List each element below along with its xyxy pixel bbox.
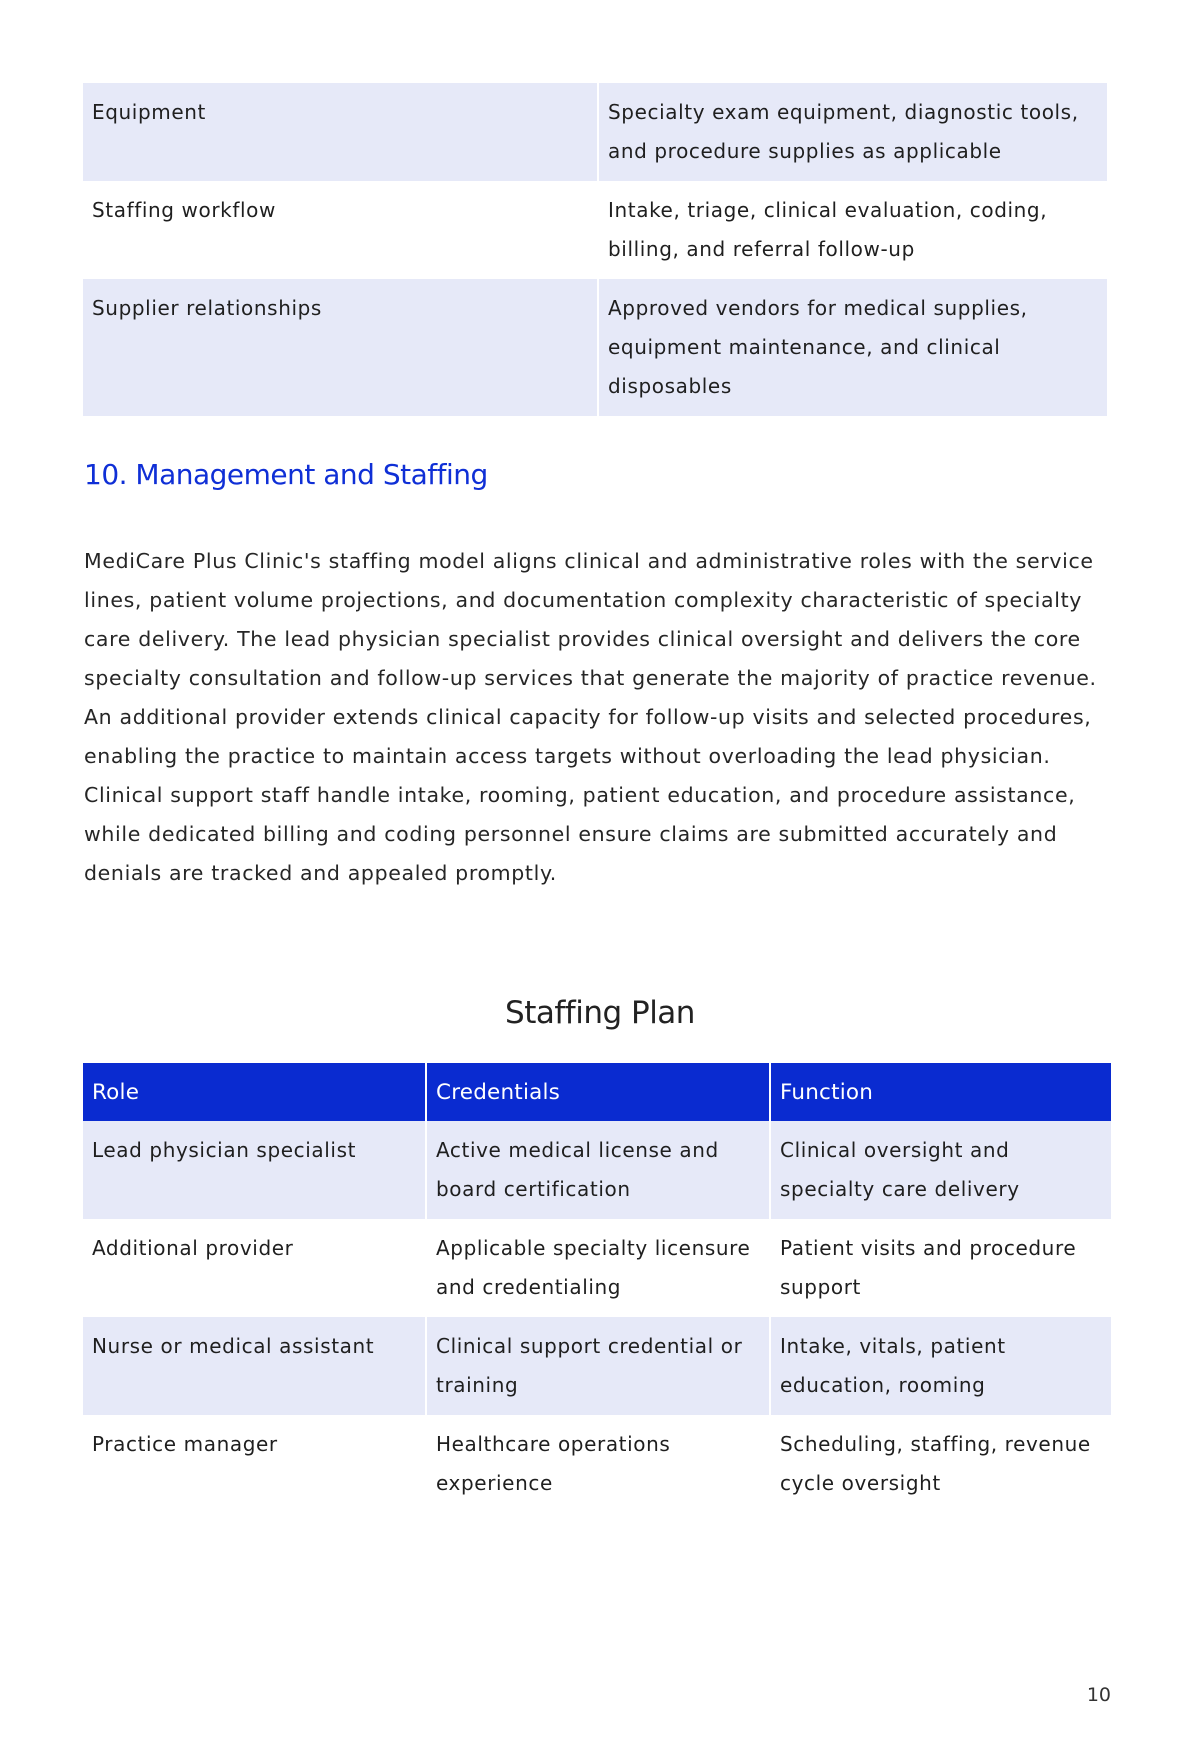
table-row (83, 1219, 1111, 1317)
table-cell: Practice manager (92, 1432, 278, 1456)
table-row (83, 279, 1107, 416)
column-header-function: Function (771, 1063, 1111, 1121)
table-cell: Active medical license and board certification (427, 1121, 769, 1219)
table-cell: Clinical oversight and specialty care delivery (771, 1121, 1111, 1219)
table-cell: Scheduling, staffing, revenue cycle oversight (780, 1432, 1091, 1495)
table-cell: Staffing workflow (92, 198, 276, 222)
table-cell: Lead physician specialist (83, 1121, 425, 1219)
column-header-credentials: Credentials (427, 1063, 769, 1121)
page-number: 10 (1086, 1684, 1111, 1706)
staffing-plan-table (81, 1063, 1113, 1513)
body-paragraph: MediCare Plus Clinic's staffing model aligns clinical and administrative roles with the service lines, patient volume projections, and documentation complexity characteristic of specialty care delivery. The lead physician specialist provides clinical oversight and delivers the core specialty consultation and follow-up services that generate the majority of practice revenue. An additional provider extends clinical capacity for follow-up visits and selected procedures, enabling the practice to maintain access targets without overloading the lead physician. Clinical support staff handle intake, rooming, patient education, and procedure assistance, while dedicated billing and coding personnel ensure claims are submitted accurately and denials are tracked and appealed promptly. (84, 549, 1097, 885)
table-row (83, 1121, 1111, 1219)
table-cell: Approved vendors for medical supplies, equipment maintenance, and clinical disposables (599, 279, 1107, 416)
table-cell: Intake, vitals, patient education, rooming (771, 1317, 1111, 1415)
table-cell: Equipment (83, 83, 597, 181)
table-cell: Nurse or medical assistant (83, 1317, 425, 1415)
table-header-row (83, 1063, 1111, 1121)
table-cell: Intake, triage, clinical evaluation, coding, billing, and referral follow-up (608, 198, 1048, 261)
table-row (83, 181, 1107, 279)
table-cell: Specialty exam equipment, diagnostic tools, and procedure supplies as applicable (599, 83, 1107, 181)
operations-table (81, 83, 1109, 416)
table-row (83, 1415, 1111, 1513)
table-row (83, 83, 1107, 181)
table-cell: Clinical support credential or training (427, 1317, 769, 1415)
table-cell: Supplier relationships (83, 279, 597, 416)
section-heading: 10. Management and Staffing (84, 458, 488, 491)
column-header-role: Role (83, 1063, 425, 1121)
table-cell: Applicable specialty licensure and credentialing (436, 1236, 751, 1299)
table-title: Staffing Plan (505, 995, 695, 1031)
table-row (83, 1317, 1111, 1415)
table-cell: Patient visits and procedure support (780, 1236, 1077, 1299)
table-cell: Additional provider (92, 1236, 294, 1260)
table-cell: Healthcare operations experience (436, 1432, 671, 1495)
